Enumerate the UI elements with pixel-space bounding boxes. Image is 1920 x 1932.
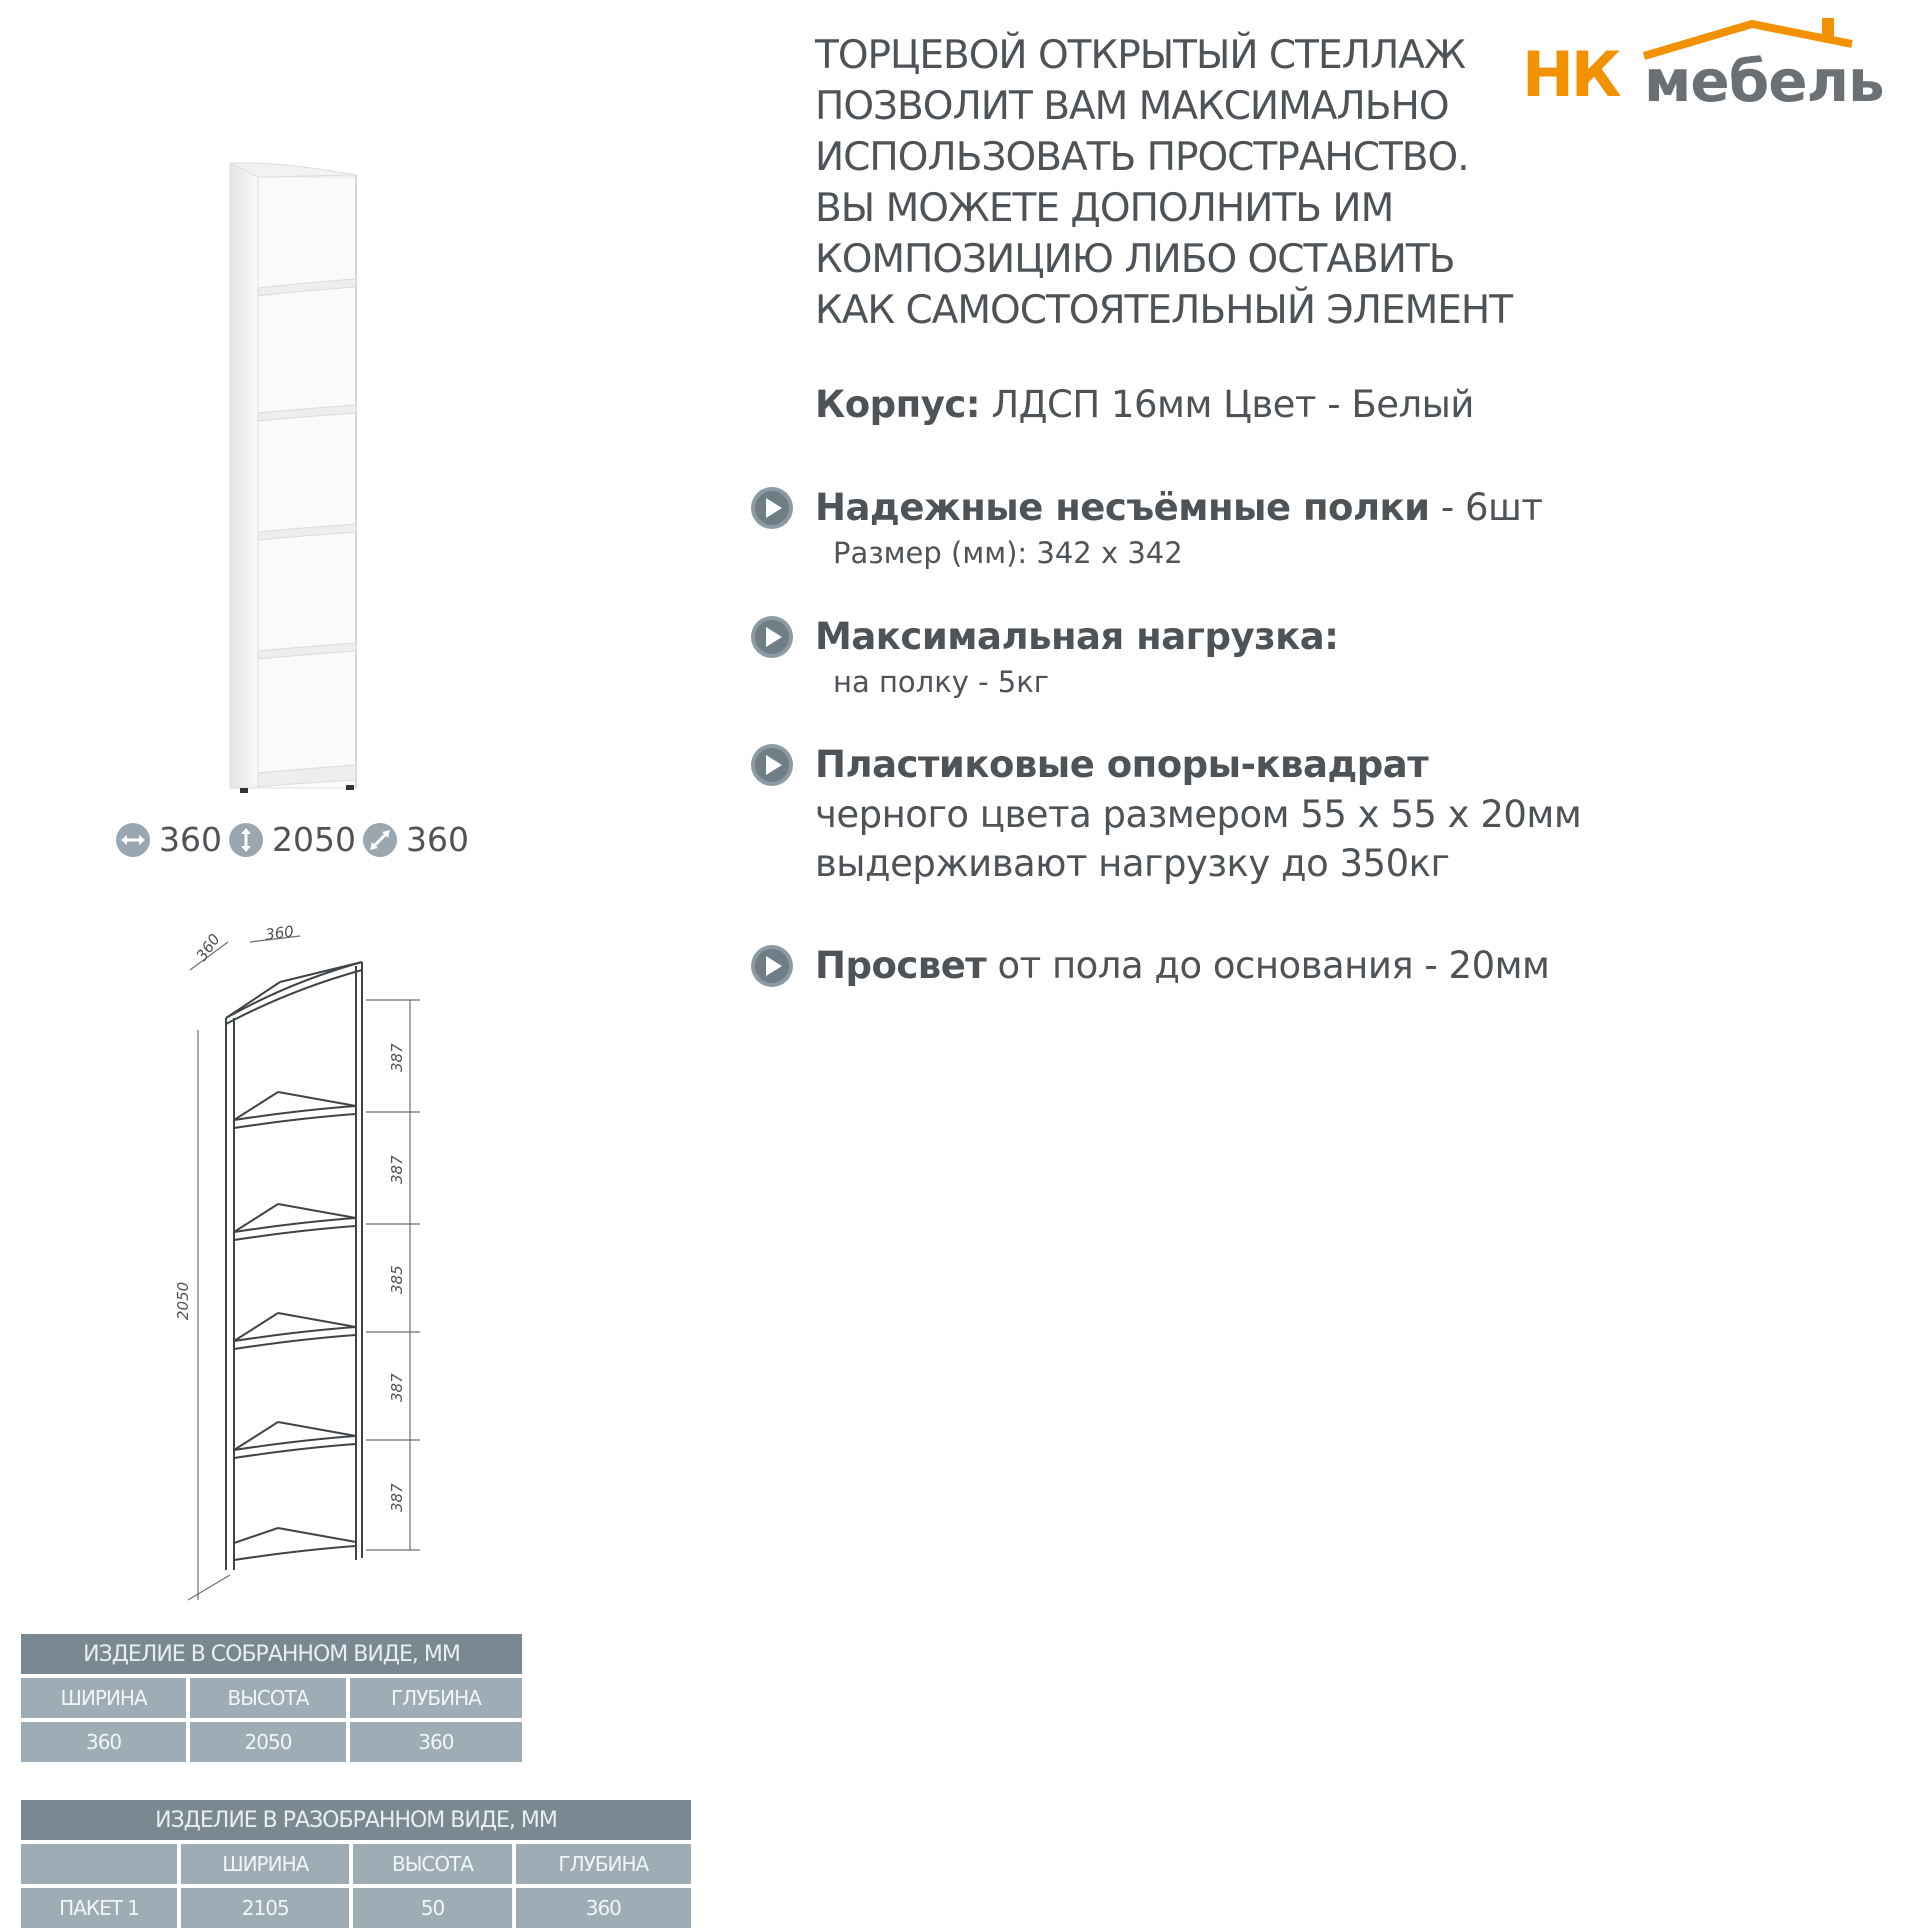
drawing-label-section: 387	[388, 1373, 406, 1402]
table-header-cell: ШИРИНА	[181, 1844, 349, 1884]
table-header-cell: ВЫСОТА	[353, 1844, 511, 1884]
table-title: ИЗДЕЛИЕ В РАЗОБРАННОМ ВИДЕ, ММ	[21, 1800, 691, 1840]
dimensions-row	[113, 818, 473, 862]
depth-value: 360	[406, 820, 469, 859]
table-cell: 2050	[190, 1722, 346, 1762]
play-bullet-icon	[750, 486, 794, 530]
drawing-label-section: 387	[388, 1043, 406, 1072]
intro-line: ПОЗВОЛИТ ВАМ МАКСИМАЛЬНО	[815, 84, 1449, 129]
width-value: 360	[159, 820, 222, 859]
width-icon	[116, 823, 150, 857]
table-header-cell: ГЛУБИНА	[516, 1844, 691, 1884]
body-spec-value: ЛДСП 16мм Цвет - Белый	[980, 383, 1474, 426]
table-title: ИЗДЕЛИЕ В СОБРАННОМ ВИДЕ, ММ	[21, 1634, 522, 1674]
intro-line: ВЫ МОЖЕТЕ ДОПОЛНИТЬ ИМ	[815, 186, 1394, 231]
intro-line: КАК САМОСТОЯТЕЛЬНЫЙ ЭЛЕМЕНТ	[815, 288, 1513, 333]
drawing-label-depth: 360	[192, 930, 224, 965]
technical-drawing	[170, 920, 440, 1610]
table-header-cell: ВЫСОТА	[190, 1678, 346, 1718]
feature-line: выдерживают нагрузку до 350кг	[815, 842, 1450, 885]
table-cell: 360	[21, 1722, 186, 1762]
disassembled-table	[17, 1796, 695, 1932]
assembled-table	[17, 1630, 526, 1766]
play-bullet-icon	[750, 944, 794, 988]
height-value: 2050	[272, 820, 356, 859]
intro-line: КОМПОЗИЦИЮ ЛИБО ОСТАВИТЬ	[815, 237, 1455, 282]
intro-line: ИСПОЛЬЗОВАТЬ ПРОСТРАНСТВО.	[815, 135, 1469, 180]
drawing-label-section: 387	[388, 1155, 406, 1184]
table-header-cell: ГЛУБИНА	[350, 1678, 522, 1718]
intro-line: ТОРЦЕВОЙ ОТКРЫТЫЙ СТЕЛЛАЖ	[815, 33, 1465, 78]
height-icon	[229, 823, 263, 857]
drawing-label-height: 2050	[174, 1281, 192, 1320]
intro-text	[815, 30, 1615, 336]
table-row-label: ПАКЕТ 1	[21, 1888, 177, 1928]
feature-line: черного цвета размером 55 х 55 х 20мм	[815, 793, 1582, 836]
table-cell: 360	[516, 1888, 691, 1928]
table-header-cell	[21, 1844, 177, 1884]
feature-title: Пластиковые опоры-квадрат	[815, 743, 1429, 786]
feature-sub: Размер (мм): 342 х 342	[833, 536, 1183, 570]
table-header-cell: ШИРИНА	[21, 1678, 186, 1718]
body-spec	[815, 383, 1474, 426]
logo-mebel: мебель	[1644, 47, 1884, 115]
feature-title: Надежные несъёмные полки - 6шт	[815, 486, 1543, 529]
logo-hk: НК	[1522, 38, 1619, 111]
depth-icon	[363, 823, 397, 857]
play-bullet-icon	[750, 615, 794, 659]
drawing-label-section: 385	[388, 1265, 406, 1294]
table-cell: 360	[350, 1722, 522, 1762]
drawing-label-section: 387	[388, 1483, 406, 1512]
body-spec-label: Корпус:	[815, 383, 981, 426]
play-bullet-icon	[750, 743, 794, 787]
feature-title: Максимальная нагрузка:	[815, 615, 1339, 658]
product-image	[200, 155, 380, 795]
table-cell: 2105	[181, 1888, 349, 1928]
drawing-label-width: 360	[264, 922, 295, 944]
table-cell: 50	[353, 1888, 511, 1928]
feature-title: Просвет от пола до основания - 20мм	[815, 944, 1550, 987]
feature-sub: на полку - 5кг	[833, 665, 1049, 699]
